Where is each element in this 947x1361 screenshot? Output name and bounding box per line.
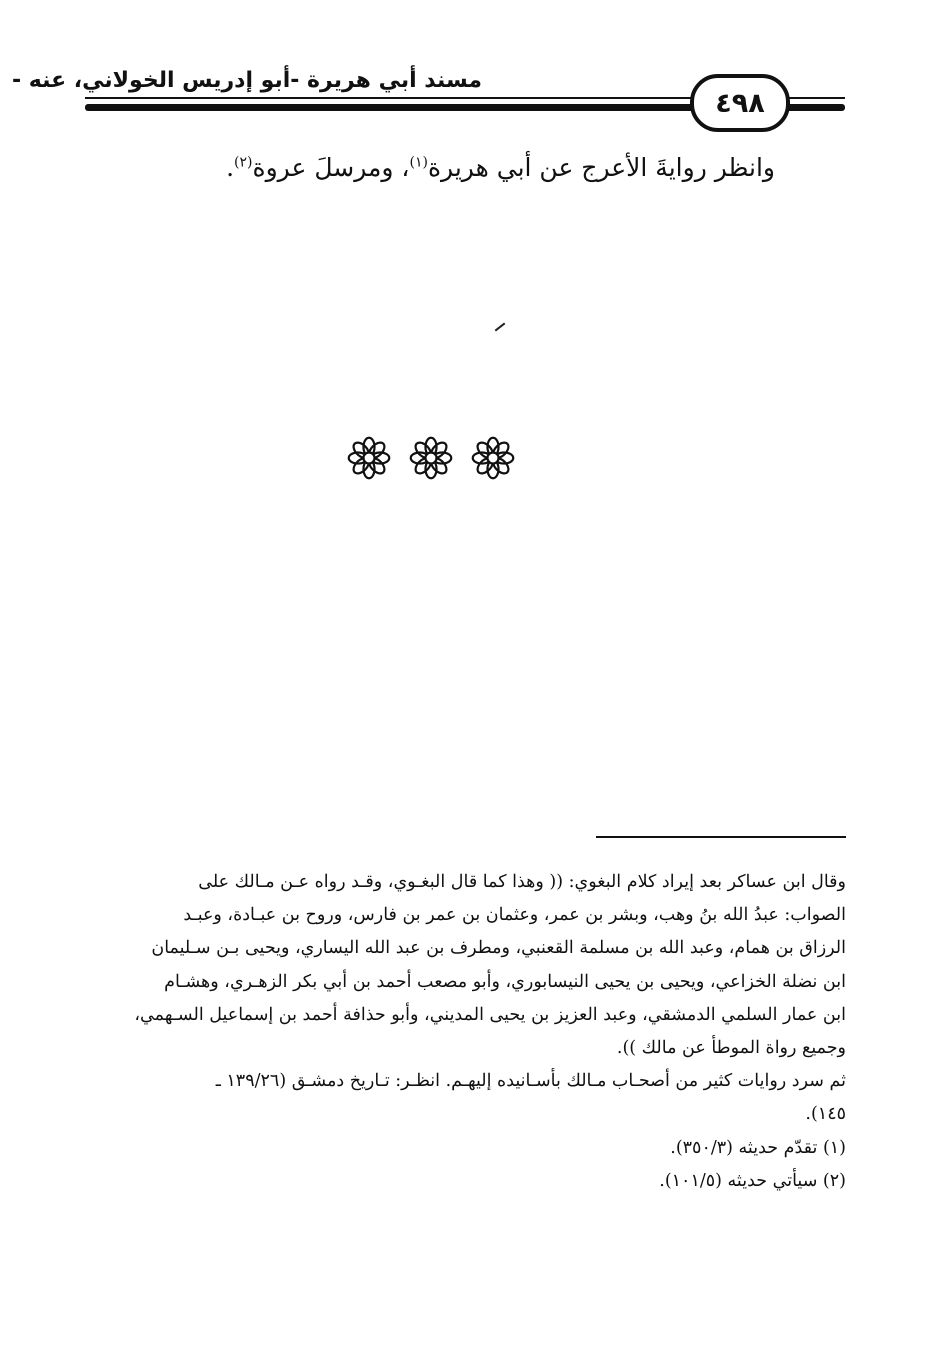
flower-star-icon (346, 435, 392, 485)
stray-pen-mark (495, 323, 506, 332)
footnote-1-text: (١) تقدّم حديثه (٣٥٠/٣). (670, 1137, 846, 1158)
footnote-ref-2[interactable]: (٢) (234, 154, 253, 171)
section-ornament (346, 436, 516, 484)
flower-star-icon (408, 435, 454, 485)
footnote-line: ١٤٥). (805, 1104, 846, 1125)
main-text-part-c: . (226, 153, 235, 182)
footnote-line: ابن عمار السلمي الدمشقي، وعبد العزيز بن يحيى المديني، وأبو حذافة أحمد بن إسماعيل السـهمي، (134, 1004, 846, 1025)
page-number-badge (690, 74, 790, 132)
footnote-separator (596, 836, 846, 838)
footnote-line: الصواب: عبدُ الله بنُ وهب، وبشر بن عمر، وعثمان بن عمر بن فارس، وروح بن عبـادة، وعبـد (183, 905, 846, 926)
footnote-line: ابن نضلة الخزاعي، ويحيى بن يحيى النيسابوري، وأبو مصعب أحمد بن أبي بكر الزهـري، وهشـام (164, 971, 846, 992)
footnote-2 (84, 1165, 846, 1198)
footnote-ref-1[interactable]: (١) (409, 154, 428, 171)
running-title: مسند أبي هريرة -أبو إدريس الخولاني، عنه - (11, 68, 482, 93)
footnote-line: وجميع رواة الموطأ عن مالك )). (616, 1038, 846, 1059)
footnote-line: الرزاق بن همام، وعبد الله بن مسلمة القعنبي، ومطرف بن عبد الله اليساري، ويحيى بـن سـليمان (151, 938, 846, 959)
main-text-part-a: وانظر روايةَ الأعرج عن أبي هريرة (427, 153, 775, 182)
footnote-1 (84, 1132, 846, 1165)
footnote-2-text: (٢) سيأتي حديثه (١٠١/٥). (659, 1170, 846, 1191)
footnotes-block (84, 866, 846, 1198)
main-text (170, 148, 775, 188)
footnote-line: ثم سرد روايات كثير من أصحـاب مـالك بأسـانيده إليهـم. انظـر: تـاريخ دمشـق (١٣٩/٢٦ ـ (215, 1071, 846, 1092)
main-text-part-b: ، ومرسلَ عروة (252, 153, 410, 182)
flower-star-icon (470, 435, 516, 485)
footnote-quote-paragraph (84, 866, 846, 1065)
page-number: ٤٩٨ (715, 87, 765, 119)
footnote-tail-paragraph (84, 1065, 846, 1131)
footnote-line: وقال ابن عساكر بعد إيراد كلام البغوي: (( وهذا كما قال البغـوي، وقـد رواه عـن مـالك على (198, 872, 846, 892)
